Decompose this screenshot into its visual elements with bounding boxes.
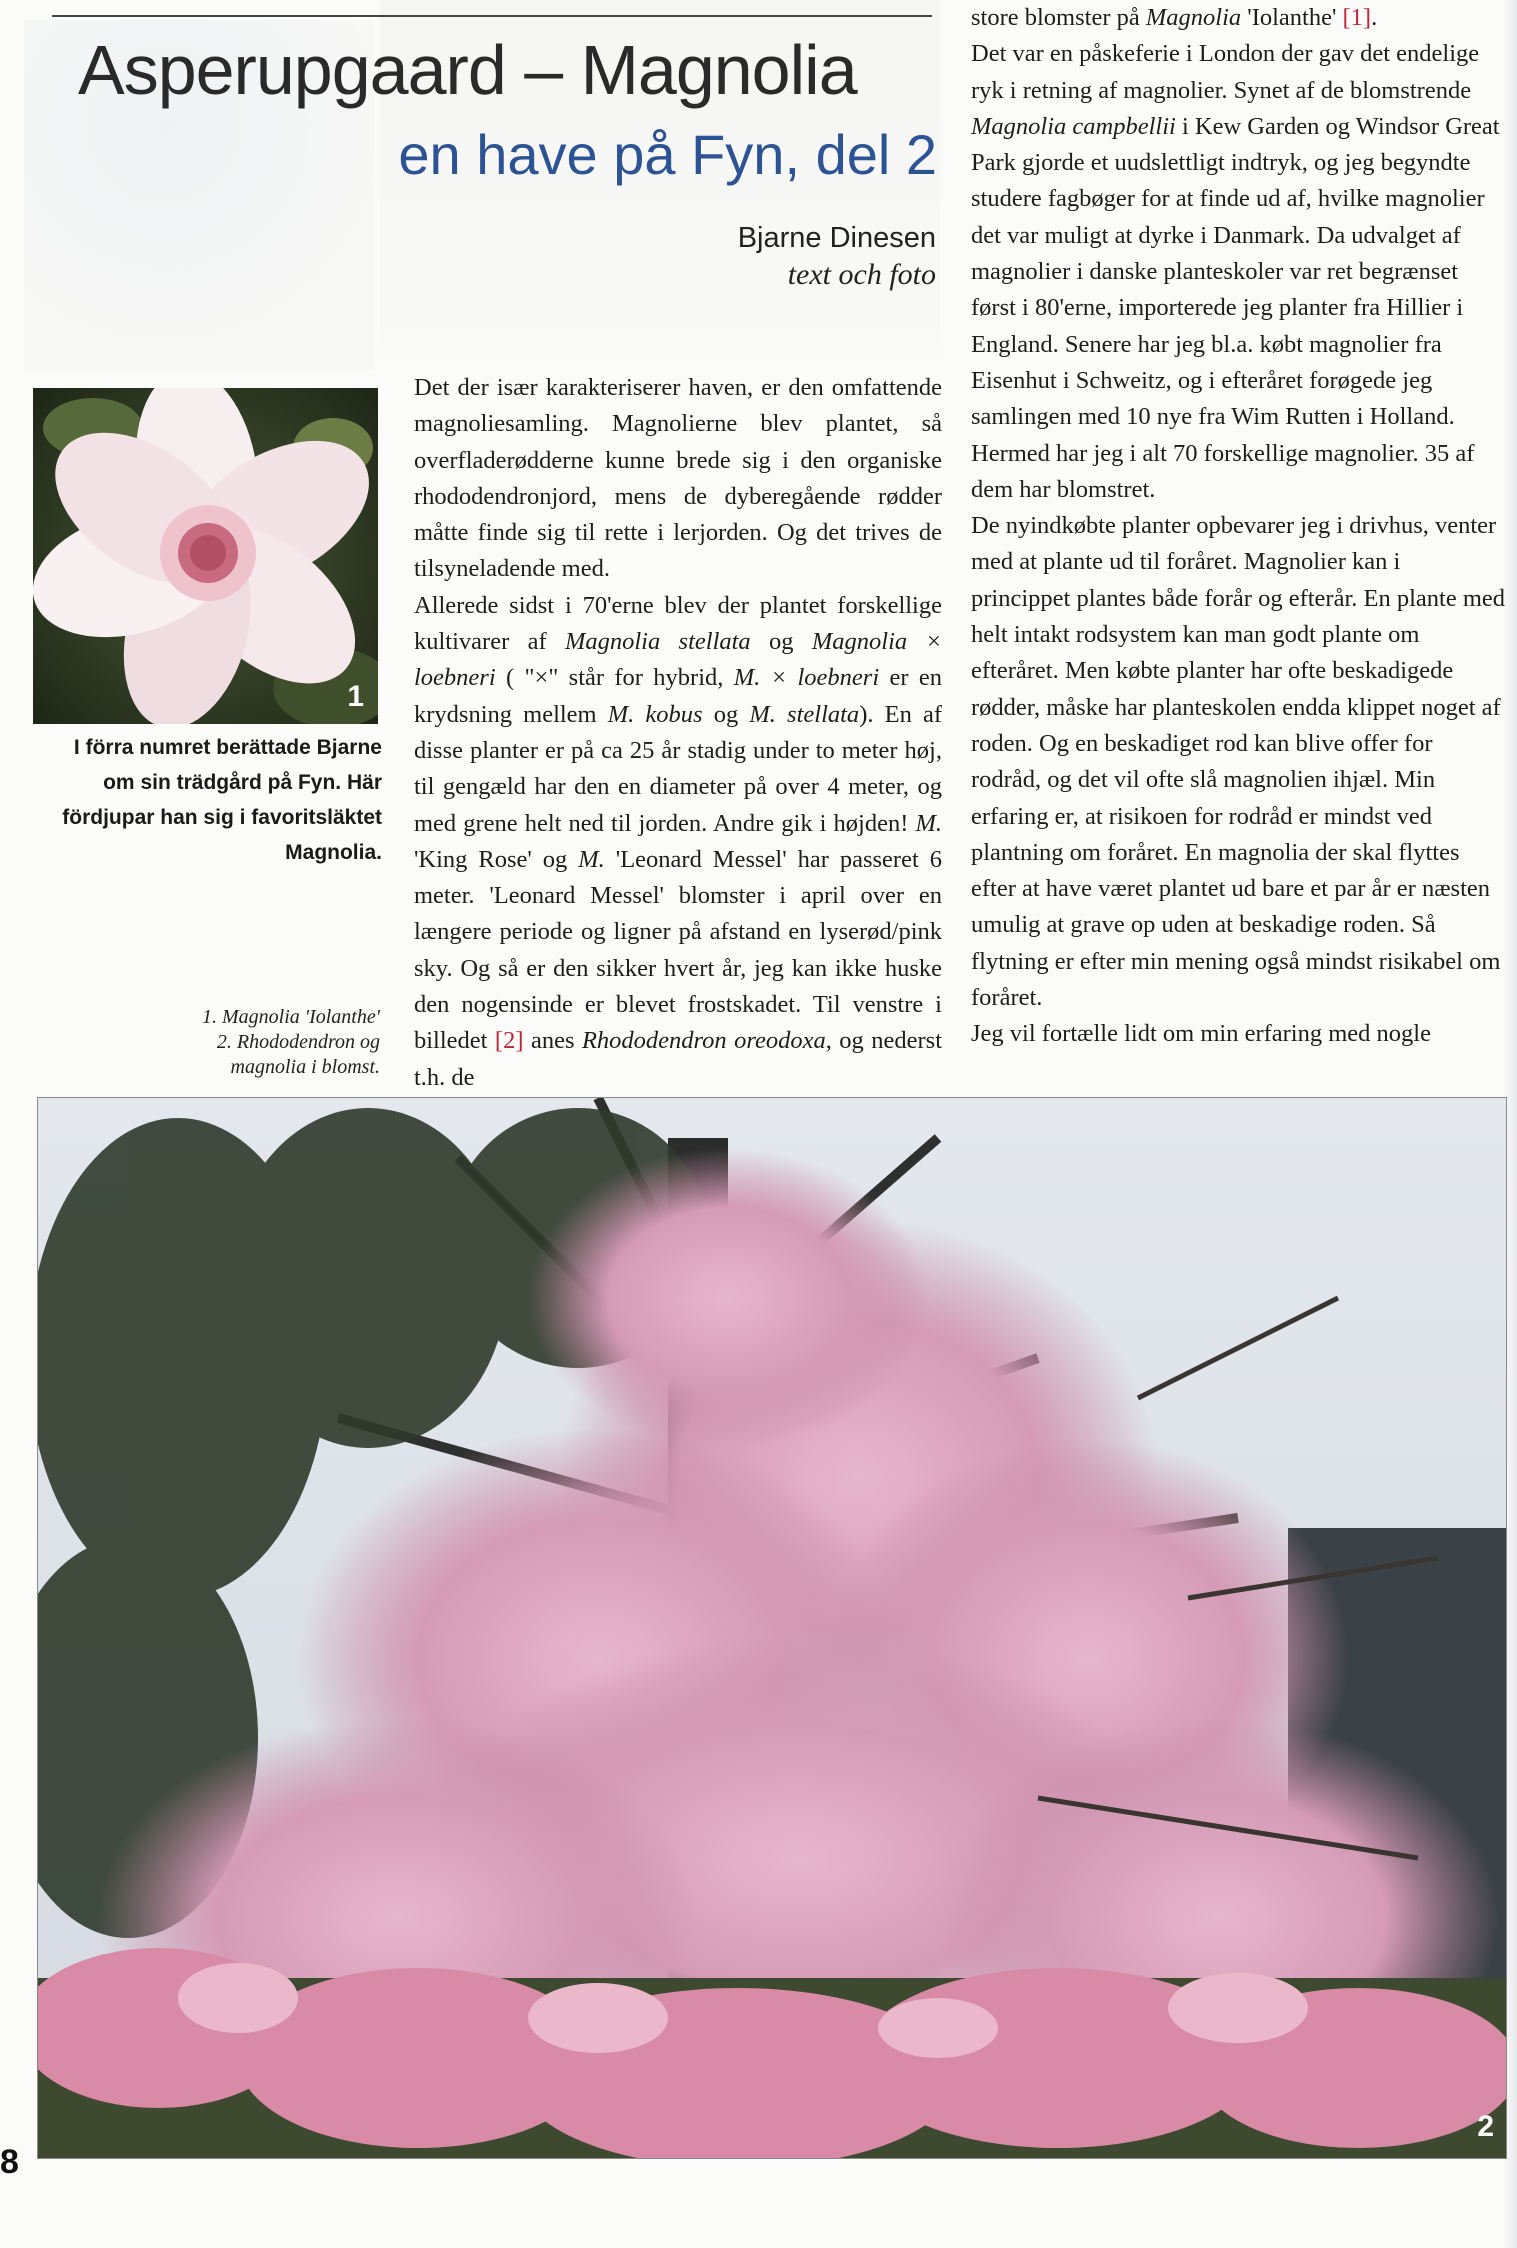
page-number: 8 <box>0 2143 19 2181</box>
body-column-2 <box>971 0 1505 1053</box>
photo-captions <box>150 1005 380 1080</box>
body-column-1 <box>414 370 942 1096</box>
column2-paragraph-2: Det var en påskeferie i London der gav det endelige ryk i retning af magnolier. Synet af de blomstrende Magnolia campbellii i Kew Garden og Windsor Great Park gjorde et uudslettligt indtryk, og jeg begyndte studere fagbøger for at finde ud af, hvilke magnolier det var muligt at dyrke i Danmark. Da udvalget af magnolier i danske planteskoler var ret begrænset først i 80'erne, importerede jeg planter fra Hillier i England. Senere har jeg bl.a. købt magnolier fra Eisenhut i Schweitz, og i efteråret forøgede jeg samlingen med 10 nye fra Wim Rutten i Holland. Hermed har jeg i alt 70 forskellige magnolier. 35 af dem har blomstret. <box>971 40 1500 503</box>
column2-paragraph-4: Jeg vil fortælle lidt om min erfaring med nogle <box>971 1020 1431 1048</box>
author-name: Bjarne Dinesen <box>737 222 936 254</box>
photo-number-2: 2 <box>1477 2110 1494 2143</box>
author-credit: text och foto <box>787 258 936 291</box>
photo-reference-2: [2] <box>494 1027 524 1055</box>
garden-tree-illustration <box>38 1098 1506 2158</box>
column2-paragraph-3: De nyindkøbte planter opbevarer jeg i drivhus, venter med at plante ud til foråret. Magnolier kan i princippet plantes både forår og efterår. En plante med helt intakt rodsystem kan man godt plante om efteråret. Men købte planter har ofte beskadigede rødder, måske har planteskolen endda klippet noget af roden. Og en beskadiget rod kan blive offer for rodråd, og det vil ofte slå magnolien ihjæl. Min erfaring er, at risikoen for rodråd er mindst ved plantning om foråret. En magnolia der skal flyttes efter at have været plantet ud bare et par år er næsten umulig at grave op uden at beskadige roden. Så flytning er efter min mening også mindst risikabel om foråret. <box>971 512 1506 1012</box>
photo-reference-1: [1] <box>1342 4 1372 31</box>
magnolia-flower-illustration <box>33 388 378 724</box>
top-rule <box>52 15 932 17</box>
article-title: Asperupgaard – Magnolia <box>78 31 857 109</box>
caption-1: 1. Magnolia 'Iolanthe' <box>202 1006 380 1028</box>
column1-paragraph-1: Det der især karakteriserer haven, er den omfattende magnoliesamling. Magnolierne blev plantet, så overfladerødderne kunne brede sig i den organiske rhododendronjord, mens de dyberegående rødder måtte finde sig til rette i lerjorden. Og det trives de tilsyneladende med. <box>414 374 942 583</box>
rhododendron-magnolia-photo <box>37 1097 1507 2159</box>
column2-paragraph-1: store blomster på Magnolia 'Iolanthe' [1]. <box>971 4 1378 31</box>
magnolia-flower-photo <box>33 388 378 724</box>
column1-paragraph-2: Allerede sidst i 70'erne blev der plantet forskellige kultivarer af Magnolia stellata og Magnolia × loebneri ( "×" står for hybrid, M. × loebneri er en krydsning mellem M. kobus og M. stellata). En af disse planter er på ca 25 år stadig under to meter høj, til gengæld har den en diameter på over 4 meter, og med grene helt ned til jorden. Andre gik i højden! M. 'King Rose' og M. 'Leonard Messel' har passeret 6 meter. 'Leonard Messel' blomster i april over en længere periode og ligner på afstand en lyserød/pink sky. Og så er den sikker hvert år, jeg kan ikke huske den nogensinde er blevet frostskadet. Til venstre i billedet [2] anes Rhododendron oreodoxa, og nederst t.h. de <box>414 591 942 1091</box>
sidebar-intro: I förra numret berättade Bjarne om sin trädgård på Fyn. Här fördjupar han sig i favoritsläktet Magnolia. <box>62 736 382 864</box>
caption-2: 2. Rhododendron og magnolia i blomst. <box>216 1031 380 1078</box>
photo-number-1: 1 <box>347 680 364 713</box>
article-subtitle: en have på Fyn, del 2 <box>398 123 937 186</box>
